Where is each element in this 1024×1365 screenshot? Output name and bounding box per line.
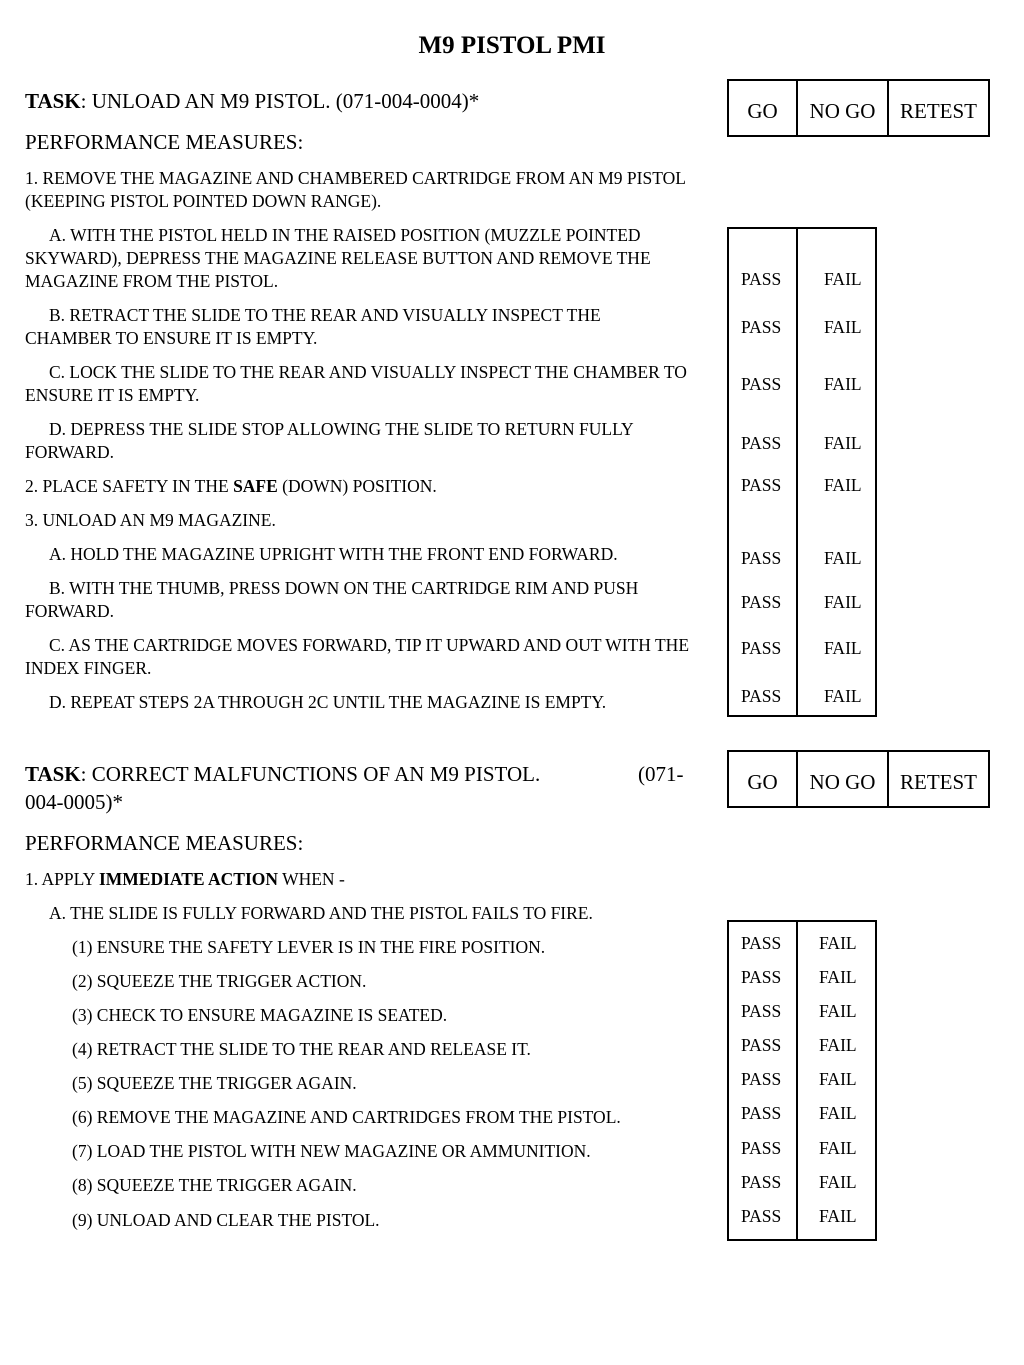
task1-fail-label: FAIL — [824, 269, 862, 289]
task2-substep: (8) SQUEEZE THE TRIGGER AGAIN. — [72, 1175, 357, 1195]
task1-fail-label: FAIL — [824, 475, 862, 495]
task2-pass-label: PASS — [741, 967, 782, 987]
task1-pass-label: PASS — [741, 269, 782, 289]
task2-pass-label: PASS — [741, 1035, 782, 1055]
task1-step3b: B. WITH THE THUMB, PRESS DOWN ON THE CARTRIDGE RIM AND PUSH FORWARD. — [25, 578, 639, 621]
task1-grade-box — [727, 79, 990, 137]
task1-step2-text: 2. PLACE SAFETY IN THE — [25, 476, 234, 496]
page-title: M9 PISTOL PMI — [418, 32, 606, 59]
task1-step3a: A. HOLD THE MAGAZINE UPRIGHT WITH THE FRONT END FORWARD. — [49, 544, 618, 564]
task1-step1c: C. LOCK THE SLIDE TO THE REAR AND VISUALLY INSPECT THE CHAMBER TO ENSURE IT IS EMPTY. — [25, 362, 687, 405]
task1-retest-header: RETEST — [900, 98, 977, 123]
task2-substep: (1) ENSURE THE SAFETY LEVER IS IN THE FIRE POSITION. — [72, 937, 546, 957]
task2-text: : CORRECT MALFUNCTIONS OF AN M9 PISTOL. — [80, 762, 541, 786]
task2-fail-label: FAIL — [819, 1103, 857, 1123]
task2-fail-label: FAIL — [819, 1172, 857, 1192]
task2-fail-label: FAIL — [819, 1069, 857, 1089]
task2-heading-line2: 004-0005)* — [25, 790, 123, 814]
task1-text: : UNLOAD AN M9 PISTOL. (071-004-0004)* — [80, 89, 480, 113]
task2-fail-label: FAIL — [819, 967, 857, 987]
task1-fail-label: FAIL — [824, 433, 862, 453]
task2-grade-box — [727, 750, 990, 808]
task2-step1-bold: IMMEDIATE ACTION — [98, 869, 279, 889]
task2-step1-text: 1. APPLY — [25, 869, 99, 889]
task1-step2-text-end: (DOWN) POSITION. — [277, 476, 437, 496]
task2-step1 — [25, 868, 345, 891]
task1-heading — [25, 89, 479, 114]
task1-fail-label: FAIL — [824, 317, 862, 337]
task1-go-header: GO — [747, 98, 778, 123]
task1-fail-label: FAIL — [824, 374, 862, 394]
task1-pass-label: PASS — [741, 548, 782, 568]
task1-label: TASK — [25, 89, 81, 113]
task1-pass-label: PASS — [741, 638, 782, 658]
task2-substep: (2) SQUEEZE THE TRIGGER ACTION. — [72, 971, 367, 991]
task1-step3: 3. UNLOAD AN M9 MAGAZINE. — [25, 510, 276, 530]
task2-label: TASK — [25, 762, 81, 786]
task1-step1d: D. DEPRESS THE SLIDE STOP ALLOWING THE SLIDE TO RETURN FULLY FORWARD. — [25, 419, 634, 462]
task1-step1: 1. REMOVE THE MAGAZINE AND CHAMBERED CARTRIDGE FROM AN M9 PISTOL (KEEPING PISTOL POINTED DOWN RANGE). — [25, 168, 686, 211]
task2-step1a: A. THE SLIDE IS FULLY FORWARD AND THE PISTOL FAILS TO FIRE. — [49, 903, 593, 923]
task2-fail-label: FAIL — [819, 1138, 857, 1158]
task1-fail-label: FAIL — [824, 686, 862, 706]
task1-fail-label: FAIL — [824, 548, 862, 568]
task1-step1b: B. RETRACT THE SLIDE TO THE REAR AND VISUALLY INSPECT THE CHAMBER TO ENSURE IT IS EMPTY. — [25, 305, 601, 348]
task2-pass-label: PASS — [741, 933, 782, 953]
task2-fail-label: FAIL — [819, 933, 857, 953]
task2-substep: (9) UNLOAD AND CLEAR THE PISTOL. — [72, 1210, 380, 1230]
task1-pass-label: PASS — [741, 686, 782, 706]
task2-fail-label: FAIL — [819, 1206, 857, 1226]
task1-step3c: C. AS THE CARTRIDGE MOVES FORWARD, TIP IT UPWARD AND OUT WITH THE INDEX FINGER. — [25, 635, 690, 678]
task1-pass-label: PASS — [741, 374, 782, 394]
task1-step2 — [25, 475, 437, 498]
task2-pass-label: PASS — [741, 1172, 782, 1192]
task2-no-go-header: NO GO — [809, 769, 876, 794]
task2-code: (071- — [638, 762, 684, 786]
task2-pass-label: PASS — [741, 1206, 782, 1226]
task1-step1a: A. WITH THE PISTOL HELD IN THE RAISED POSITION (MUZZLE POINTED SKYWARD), DEPRESS THE MAGAZINE RELEASE BUTTON AND REMOVE THE MAGAZINE FROM THE PISTOL. — [25, 225, 651, 291]
task1-no-go-header: NO GO — [809, 98, 876, 123]
task1-pass-label: PASS — [741, 433, 782, 453]
task2-substep: (5) SQUEEZE THE TRIGGER AGAIN. — [72, 1073, 357, 1093]
task1-fail-label: FAIL — [824, 592, 862, 612]
task2-perf-heading: PERFORMANCE MEASURES: — [25, 831, 304, 855]
task2-fail-label: FAIL — [819, 1001, 857, 1021]
task1-pass-label: PASS — [741, 475, 782, 495]
task2-substep: (6) REMOVE THE MAGAZINE AND CARTRIDGES FROM THE PISTOL. — [72, 1107, 621, 1127]
task2-substep: (3) CHECK TO ENSURE MAGAZINE IS SEATED. — [72, 1005, 448, 1025]
task1-perf-heading: PERFORMANCE MEASURES: — [25, 130, 304, 154]
task2-retest-header: RETEST — [900, 769, 977, 794]
task2-heading-line1 — [25, 762, 540, 787]
task2-step1-text-end: WHEN - — [278, 869, 345, 889]
task1-pass-label: PASS — [741, 317, 782, 337]
task1-step2-bold: SAFE — [233, 476, 278, 496]
task1-step3d: D. REPEAT STEPS 2A THROUGH 2C UNTIL THE MAGAZINE IS EMPTY. — [49, 692, 607, 712]
task2-pass-label: PASS — [741, 1138, 782, 1158]
task2-substep: (7) LOAD THE PISTOL WITH NEW MAGAZINE OR AMMUNITION. — [72, 1141, 591, 1161]
task2-go-header: GO — [747, 769, 778, 794]
task2-fail-label: FAIL — [819, 1035, 857, 1055]
task2-pass-label: PASS — [741, 1001, 782, 1021]
task2-pass-label: PASS — [741, 1103, 782, 1123]
task2-substep: (4) RETRACT THE SLIDE TO THE REAR AND RELEASE IT. — [72, 1039, 531, 1059]
task2-pass-label: PASS — [741, 1069, 782, 1089]
task1-fail-label: FAIL — [824, 638, 862, 658]
task1-pass-label: PASS — [741, 592, 782, 612]
